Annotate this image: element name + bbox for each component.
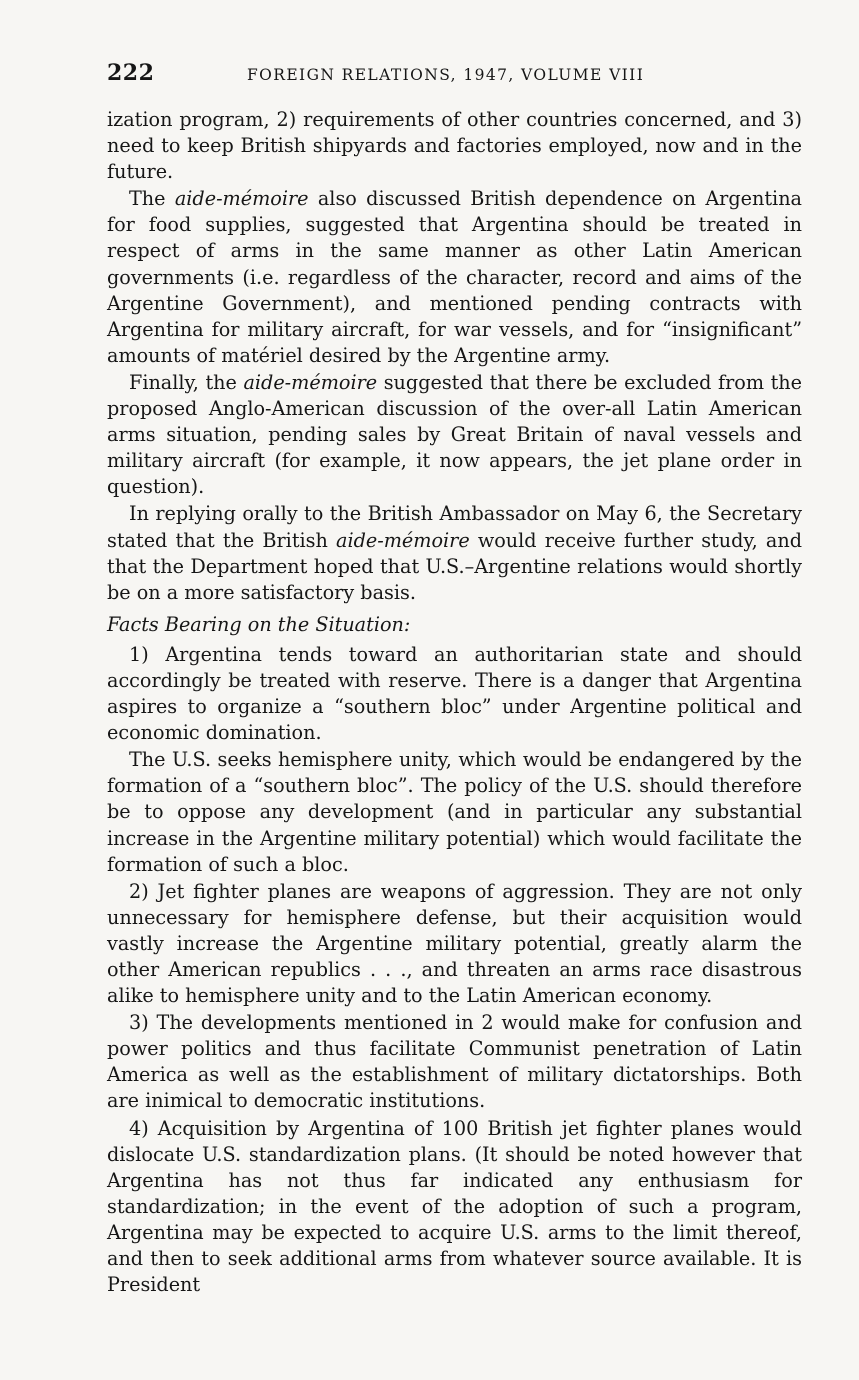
section-subheading [107, 612, 802, 638]
italic-text: aide-mémoire [336, 528, 470, 552]
text-run: The U.S. seeks hemisphere unity, which would be endangered by the formation of a “southern bloc”. The policy of the U.S. should therefore be to oppose any development (and in particular any substantial increase in the Argentine military potential) which would facilitate the formation of such a bloc. [107, 748, 802, 876]
text-run: The [129, 187, 175, 211]
paragraph-fact-4 [107, 1116, 802, 1299]
text-run: would receive further study, and that the Department hoped that U.S.–Argentine relations would shortly be on a more satisfactory basis. [107, 528, 802, 604]
paragraph-fact-2 [107, 879, 802, 1009]
paragraph-fact-3 [107, 1010, 802, 1114]
paragraph-secretary-reply [107, 501, 802, 605]
italic-text: aide-mémoire [174, 187, 309, 211]
paragraph-continuation [107, 107, 802, 185]
body-text [107, 107, 802, 1298]
running-title: FOREIGN RELATIONS, 1947, VOLUME VIII [247, 66, 645, 84]
text-run: 3) The developments mentioned in 2 would make for confusion and power politics and thus facilitate Communist penetration of Latin America as well as the establishment of military dictatorships. Both are inimical to democratic institutions. [107, 1011, 802, 1113]
page-header [107, 60, 802, 90]
text-run: 4) Acquisition by Argentina of 100 British jet fighter planes would dislocate U.S. standardization plans. (It should be noted however that Argentina has not thus far indicated any enthusiasm for standardization; in the event of the adoption of such a program, Argentina may be expected to acquire U.S. arms to the limit thereof, and then to seek additional arms from whatever source available. It is President [107, 1116, 802, 1297]
text-run: In replying orally to the British Ambassador on May 6, the Secretary stated that the British [107, 502, 802, 552]
paragraph-fact-1 [107, 642, 802, 746]
text-run: 1) Argentina tends toward an authoritarian state and should accordingly be treated with reserve. There is a danger that Argentina aspires to organize a “southern bloc” under Argentine political and economic domination. [107, 642, 802, 745]
text-run: suggested that there be excluded from the proposed Anglo-American discussion of the over-all Latin American arms situation, pending sales by Great Britain of naval vessels and military aircraft (for example, it now appears, the jet plane order in question). [107, 370, 802, 499]
paragraph-exclusion-suggestion [107, 370, 802, 500]
page-number: 222 [107, 60, 155, 86]
italic-text: Facts Bearing on the Situation: [107, 612, 411, 636]
paragraph-aide-memoire-discussion [107, 186, 802, 369]
italic-text: aide-mémoire [243, 370, 378, 394]
text-run: ization program, 2) requirements of other countries concerned, and 3) need to keep British shipyards and factories employed, now and in the future. [107, 108, 802, 184]
text-run: also discussed British dependence on Argentina for food supplies, suggested that Argentina should be treated in respect of arms in the same manner as other Latin American governments (i.e. regardless of the character, record and aims of the Argentine Government), and mentioned pending contracts with Argentina for military aircraft, for war vessels, and for “insignificant” amounts of matériel desired by the Argentine army. [107, 187, 802, 367]
text-run: Finally, the [129, 370, 244, 394]
text-run: 2) Jet fighter planes are weapons of aggression. They are not only unnecessary for hemisphere defense, but their acquisition would vastly increase the Argentine military potential, greatly alarm the other American republics . . ., and threaten an arms race disastrous alike to hemisphere unity and to the Latin American economy. [107, 879, 802, 1008]
paragraph-hemisphere-unity [107, 747, 802, 877]
